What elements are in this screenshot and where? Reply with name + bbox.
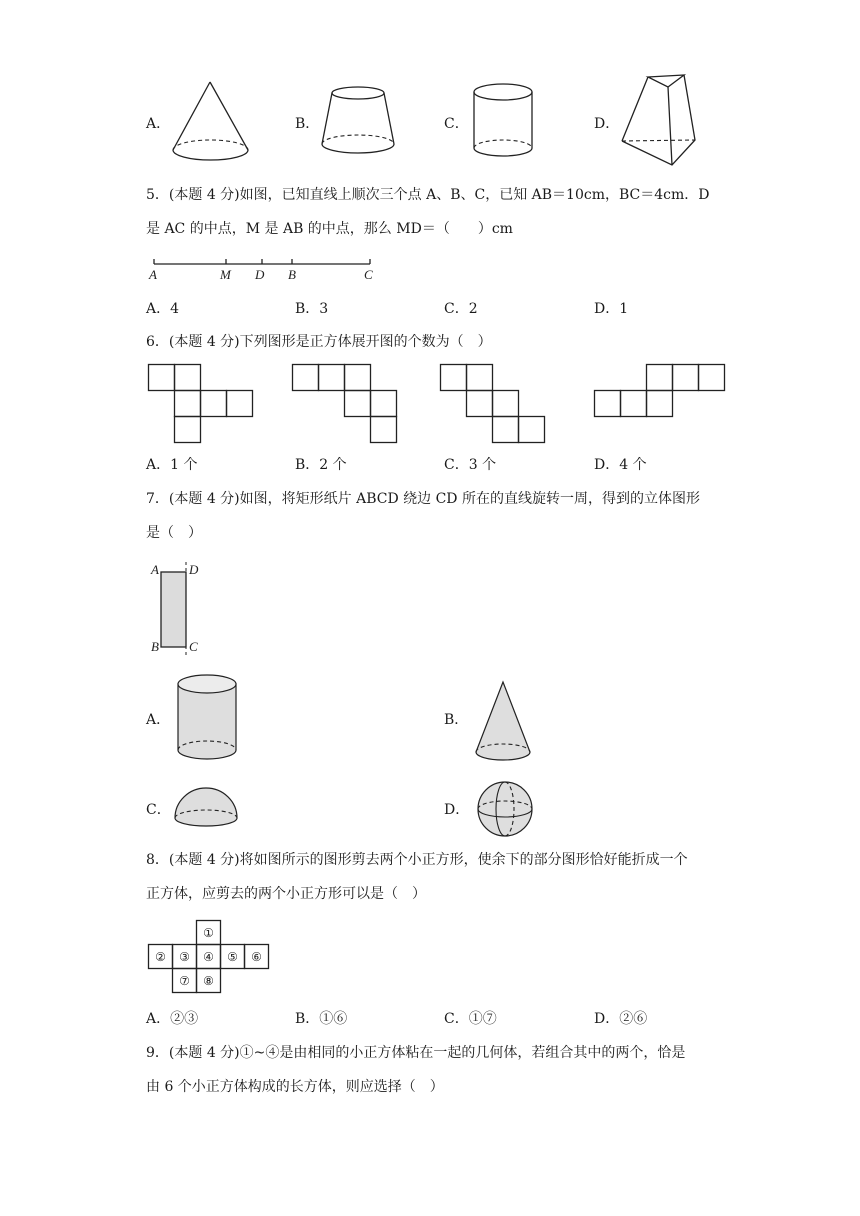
q5-option-c[interactable]: C．2 — [444, 301, 478, 317]
cell-label-8: ⑧ — [203, 974, 214, 988]
q7-option-b-label[interactable]: B． — [444, 712, 469, 728]
point-label-m: M — [220, 267, 231, 282]
cell-label-6: ⑥ — [251, 950, 262, 964]
point-label-a: A — [149, 267, 157, 282]
q5-stem-line1: 5．(本题 4 分)如图，已知直线上顺次三个点 A、B、C，已知 AB＝10cm，BC＝4cm．D — [146, 187, 710, 203]
sphere-figure — [476, 780, 536, 840]
cell-label-7: ⑦ — [179, 974, 190, 988]
point-label-d: D — [255, 267, 265, 282]
q6-option-c[interactable]: C．3 个 — [444, 457, 497, 473]
net-figure-4 — [594, 364, 726, 418]
q6-option-b[interactable]: B．2 个 — [295, 457, 347, 473]
cone-figure — [170, 78, 255, 164]
q4-option-b-label[interactable]: B． — [295, 116, 320, 132]
corner-label-c: C — [189, 639, 198, 654]
cell-label-4: ④ — [203, 950, 214, 964]
q9-stem-line2: 由 6 个小正方体构成的长方体，则应选择（ ） — [146, 1079, 444, 1095]
q4-option-a-label[interactable]: A． — [146, 116, 171, 132]
corner-label-b: B — [151, 639, 159, 654]
q5-option-a[interactable]: A．4 — [146, 301, 180, 317]
q7-option-a-label[interactable]: A． — [146, 712, 171, 728]
corner-label-d: D — [189, 562, 199, 577]
q7-stem-line2: 是（ ） — [146, 525, 202, 541]
q6-option-d[interactable]: D．4 个 — [594, 457, 647, 473]
q7-stem-line1: 7．(本题 4 分)如图，将矩形纸片 ABCD 绕边 CD 所在的直线旋转一周，得到的立体图形 — [146, 491, 700, 507]
point-label-c: C — [364, 267, 373, 282]
cell-label-2: ② — [155, 950, 166, 964]
cell-label-1: ① — [203, 926, 214, 940]
prism-figure — [620, 73, 700, 169]
q9-stem-line1: 9．(本题 4 分)①~④是由相同的小正方体粘在一起的几何体，若组合其中的两个，恰是 — [146, 1045, 686, 1061]
q4-option-c-label[interactable]: C． — [444, 116, 469, 132]
q5-option-d[interactable]: D．1 — [594, 301, 629, 317]
cell-label-3: ③ — [179, 950, 190, 964]
q6-stem-line1: 6．(本题 4 分)下列图形是正方体展开图的个数为（ ） — [146, 334, 492, 350]
q7-option-c-label[interactable]: C． — [146, 802, 171, 818]
q8-option-b[interactable]: B．①⑥ — [295, 1011, 348, 1027]
corner-label-a: A — [151, 562, 159, 577]
q7-option-d-label[interactable]: D． — [444, 802, 470, 818]
point-label-b: B — [288, 267, 296, 282]
q8-option-d[interactable]: D．②⑥ — [594, 1011, 648, 1027]
q5-stem-line2: 是 AC 的中点，M 是 AB 的中点，那么 MD＝（ ）cm — [146, 221, 513, 237]
q4-option-d-label[interactable]: D． — [594, 116, 620, 132]
cell-label-5: ⑤ — [227, 950, 238, 964]
q6-option-a[interactable]: A．1 个 — [146, 457, 198, 473]
q5-option-b[interactable]: B．3 — [295, 301, 329, 317]
shaded-cylinder-figure — [176, 672, 238, 768]
cylinder-figure — [471, 82, 537, 162]
q8-stem-line2: 正方体，应剪去的两个小正方形可以是（ ） — [146, 886, 426, 902]
numbered-net-figure — [148, 920, 270, 994]
hemisphere-figure — [173, 788, 239, 830]
rectangle-abcd-figure — [148, 560, 208, 658]
q8-option-c[interactable]: C．①⑦ — [444, 1011, 497, 1027]
net-figure-2 — [292, 364, 398, 442]
shaded-cone-figure — [474, 680, 534, 766]
frustum-figure — [318, 84, 398, 158]
q8-option-a[interactable]: A．②③ — [146, 1011, 199, 1027]
q5-number-line — [146, 255, 386, 285]
net-figure-1 — [148, 364, 254, 442]
q8-stem-line1: 8．(本题 4 分)将如图所示的图形剪去两个小正方形，使余下的部分图形恰好能折成一个 — [146, 852, 688, 868]
net-figure-3 — [440, 364, 546, 442]
